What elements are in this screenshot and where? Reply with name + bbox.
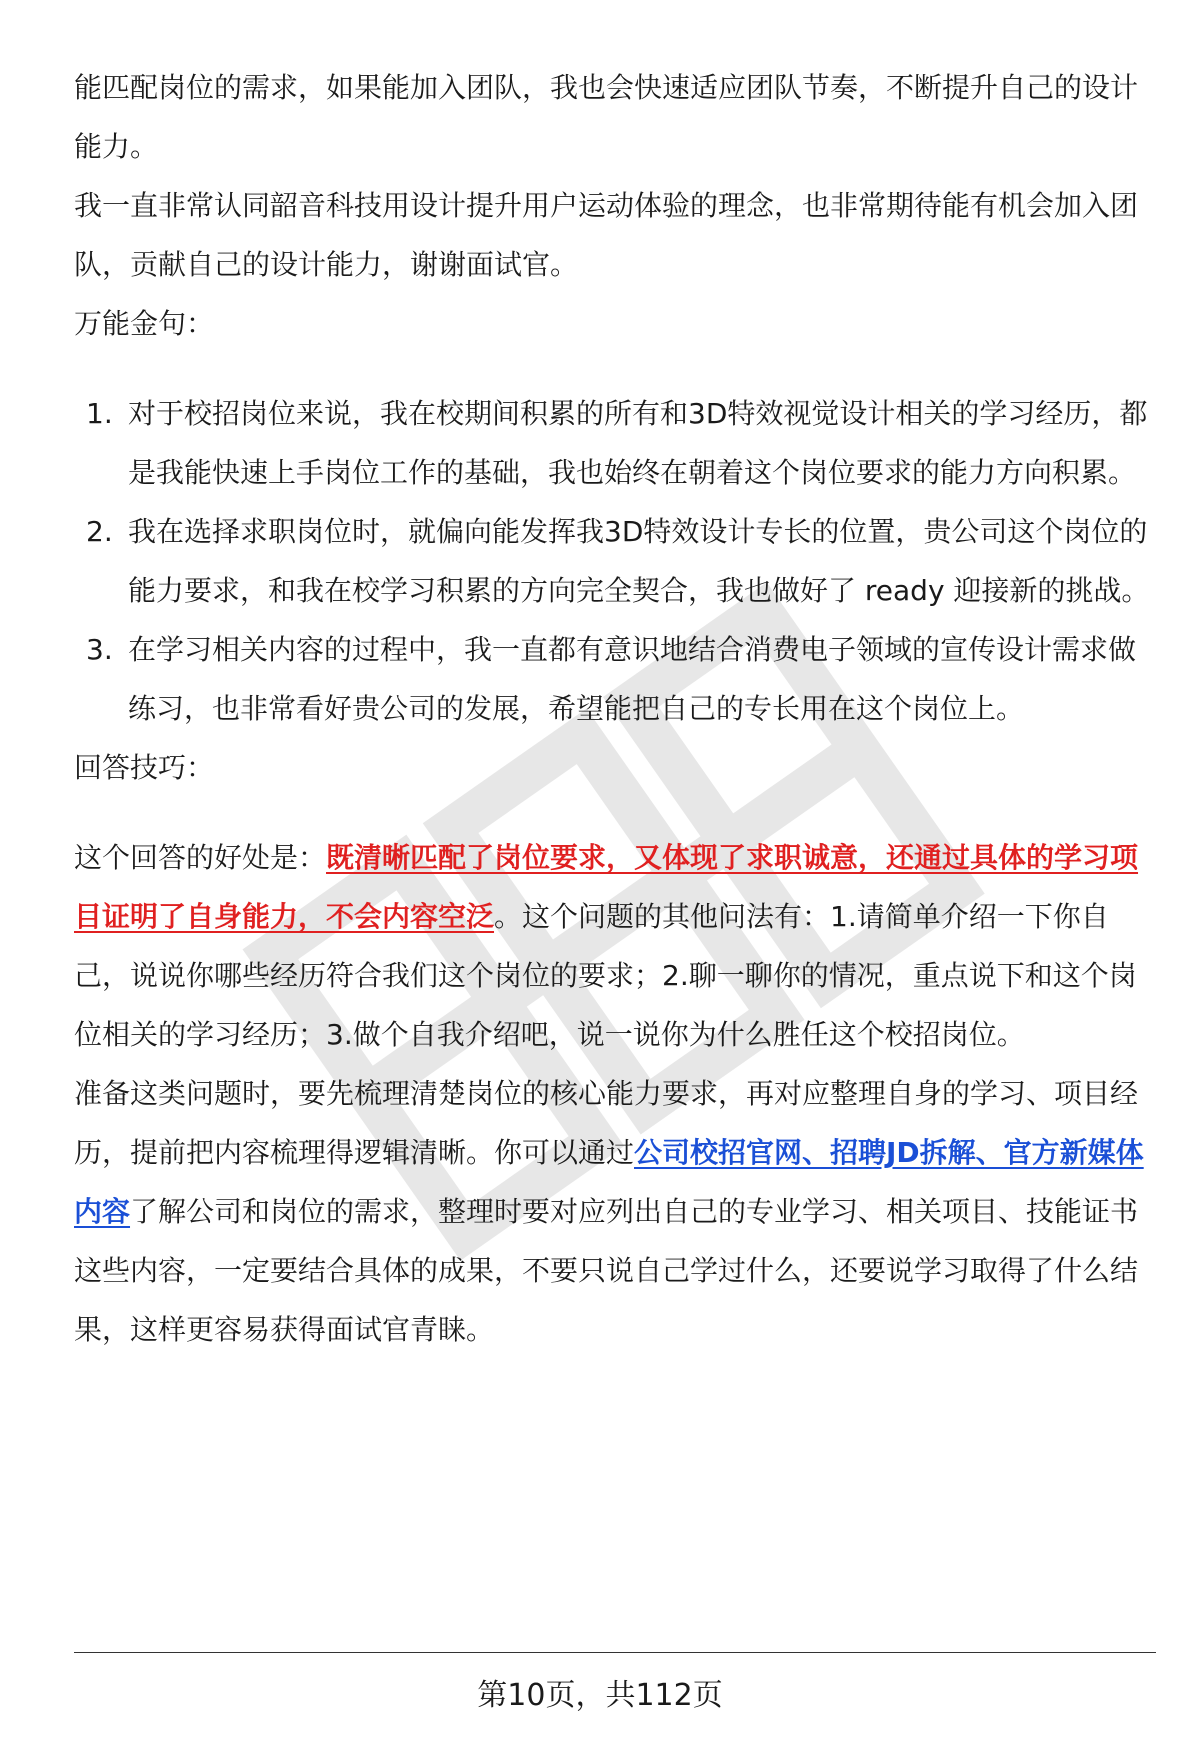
tips-preparation-prefix: 准备这类问题时，要先梳理清楚岗位的核心能力要求，再对应整理自身的学习、项目经历，提前把内容梳理得逻辑清晰。你可以通过 [74, 1077, 1139, 1169]
paragraph-continuation: 能匹配岗位的需求，如果能加入团队，我也会快速适应团队节奏，不断提升自己的设计能力。 [74, 71, 1139, 163]
golden-sentences-list [74, 384, 1154, 738]
list-item-number: 2. [86, 515, 113, 548]
list-item [74, 502, 1154, 620]
page-number: 第10页，共112页 [477, 1678, 723, 1713]
answer-tips-heading: 回答技巧： [74, 751, 215, 784]
list-item-text: 在学习相关内容的过程中，我一直都有意识地结合消费电子领域的宣传设计需求做练习，也非常看好贵公司的发展，希望能把自己的专长用在这个岗位上。 [128, 633, 1137, 725]
list-item [74, 384, 1154, 502]
tips-paragraph-preparation [74, 1064, 1154, 1359]
list-item-text: 对于校招岗位来说，我在校期间积累的所有和3D特效视觉设计相关的学习经历，都是我能快速上手岗位工作的基础，我也始终在朝着这个岗位要求的能力方向积累。 [128, 397, 1148, 489]
tips-preparation-suffix: 了解公司和岗位的需求，整理时要对应列出自己的专业学习、相关项目、技能证书这些内容，一定要结合具体的成果，不要只说自己学过什么，还要说学习取得了什么结果，这样更容易获得面试官青睐。 [74, 1195, 1139, 1346]
tips-sources-link[interactable]: 公司校招官网、招聘JD拆解、官方新媒体内容 [74, 1136, 1144, 1228]
golden-sentences-heading: 万能金句： [74, 307, 215, 340]
list-item-number: 1. [86, 397, 113, 430]
list-item-text: 我在选择求职岗位时，就偏向能发挥我3D特效设计专长的位置，贵公司这个岗位的能力要求，和我在校学习积累的方向完全契合，我也做好了 ready 迎接新的挑战。 [128, 515, 1150, 607]
document-page [74, 58, 1154, 1359]
tips-benefits-prefix: 这个回答的好处是： [74, 841, 327, 874]
tips-paragraph-benefits [74, 828, 1154, 1064]
tips-benefits-suffix: 。这个问题的其他问法有：1.请简单介绍一下你自己，说说你哪些经历符合我们这个岗位的要求；2.聊一聊你的情况，重点说下和这个岗位相关的学习经历；3.做个自我介绍吧，说一说你为什么胜任这个校招岗位。 [74, 900, 1137, 1051]
tips-benefits-highlight: 既清晰匹配了岗位要求，又体现了求职诚意，还通过具体的学习项目证明了自身能力，不会内容空泛 [74, 841, 1139, 933]
list-item [74, 620, 1154, 738]
paragraph-closing: 我一直非常认同韶音科技用设计提升用户运动体验的理念，也非常期待能有机会加入团队，贡献自己的设计能力，谢谢面试官。 [74, 189, 1139, 281]
list-item-number: 3. [86, 633, 113, 666]
footer-divider [74, 1652, 1156, 1653]
